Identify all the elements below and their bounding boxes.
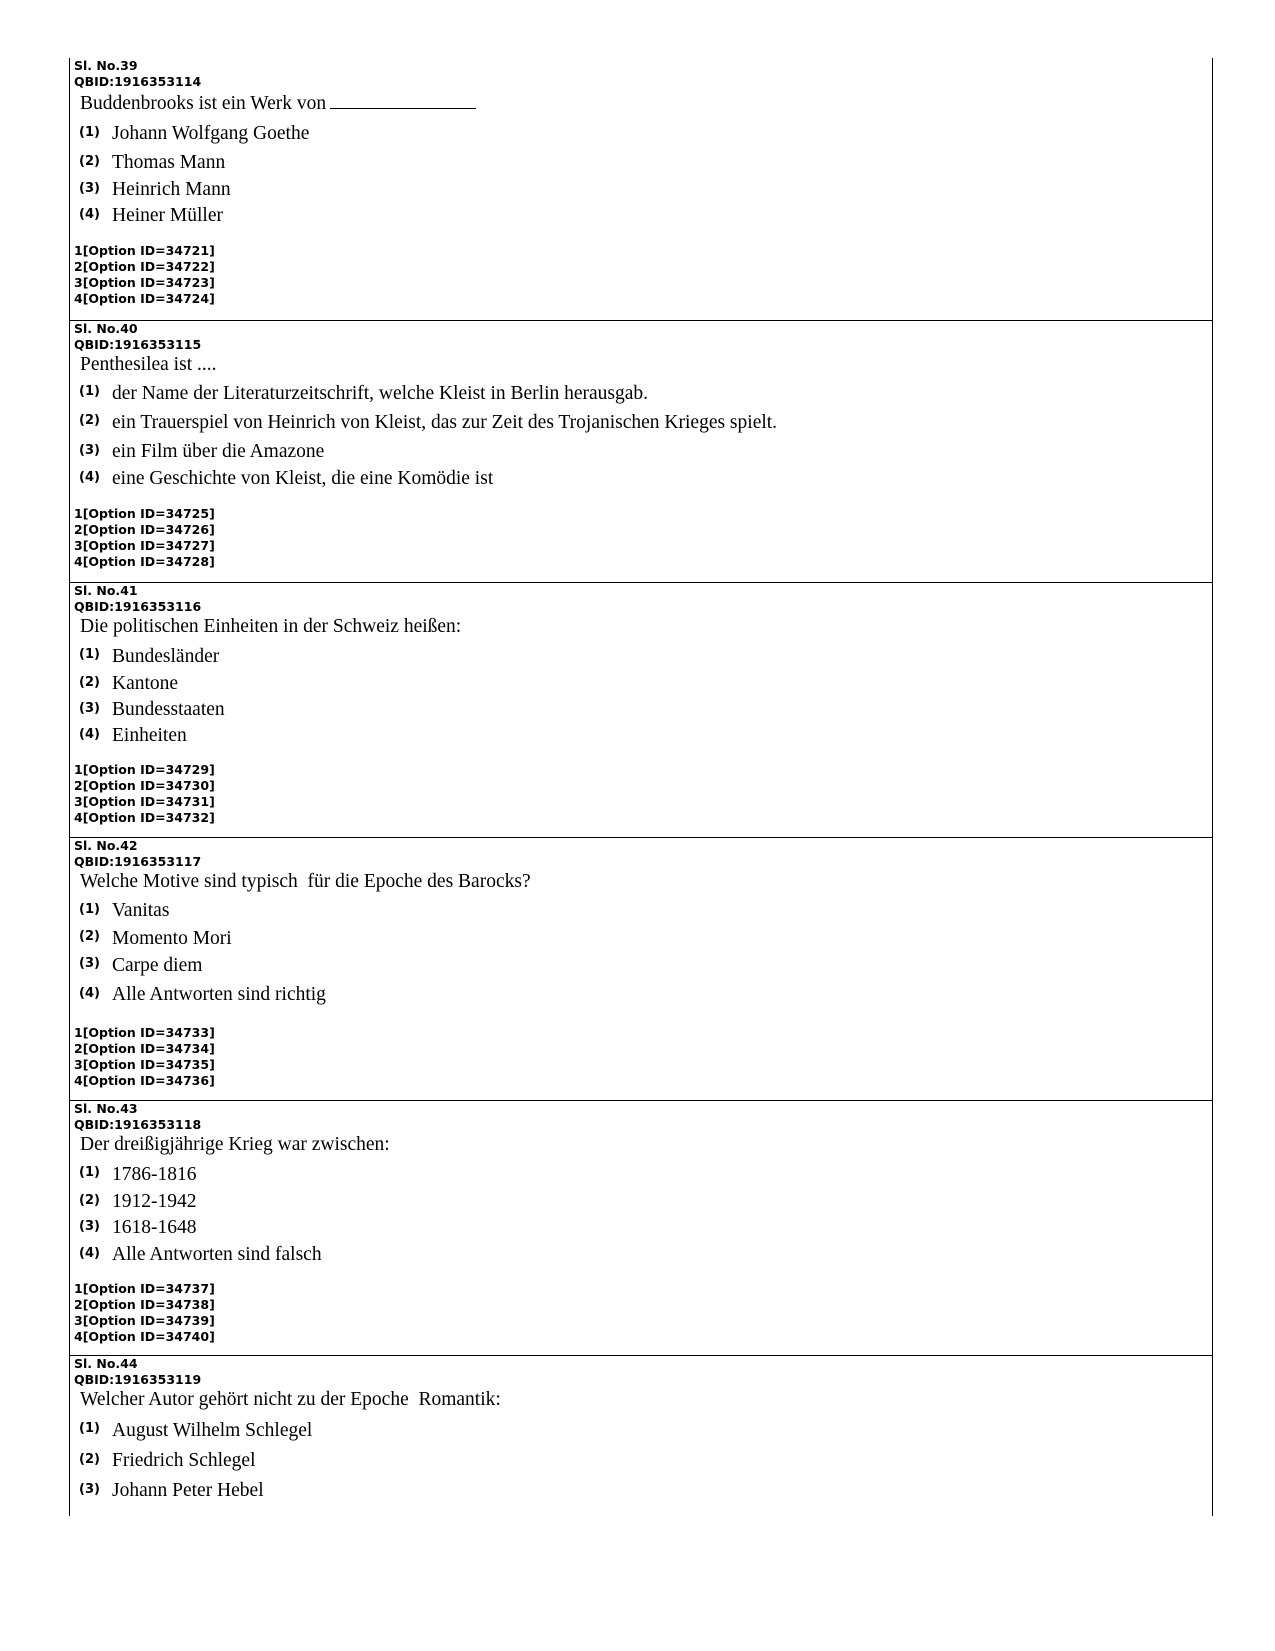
option-id: 1[Option ID=34721] bbox=[74, 243, 215, 258]
serial-number: Sl. No.40 bbox=[74, 321, 138, 336]
option-id: 3[Option ID=34727] bbox=[74, 538, 215, 553]
question-block bbox=[70, 1101, 1212, 1356]
option-id: 3[Option ID=34731] bbox=[74, 794, 215, 809]
option-item bbox=[70, 149, 1212, 177]
question-text: Welche Motive sind typisch für die Epoche des Barocks? bbox=[80, 871, 531, 892]
option-id: 1[Option ID=34725] bbox=[74, 506, 215, 521]
option-item bbox=[70, 203, 1212, 229]
option-id: 4[Option ID=34728] bbox=[74, 554, 215, 569]
option-number: (1) bbox=[79, 1165, 100, 1180]
option-number: (4) bbox=[79, 1245, 100, 1261]
option-number: (1) bbox=[79, 384, 100, 399]
option-number: (4) bbox=[79, 985, 100, 1001]
option-text: Momento Mori bbox=[112, 927, 232, 949]
question-id: QBID:1916353115 bbox=[74, 337, 202, 352]
question-id: QBID:1916353117 bbox=[74, 854, 202, 869]
option-number: (1) bbox=[79, 1421, 100, 1436]
option-id: 2[Option ID=34734] bbox=[74, 1041, 215, 1056]
option-text: 1618-1648 bbox=[112, 1217, 197, 1238]
option-text: eine Geschichte von Kleist, die eine Komödie ist bbox=[112, 468, 494, 489]
option-number: (2) bbox=[79, 929, 100, 944]
option-text: ein Film über die Amazone bbox=[112, 441, 325, 462]
question-text: Der dreißigjährige Krieg war zwischen: bbox=[80, 1134, 390, 1155]
option-text: Johann Wolfgang Goethe bbox=[112, 123, 310, 144]
option-id: 3[Option ID=34735] bbox=[74, 1057, 215, 1072]
option-id: 1[Option ID=34733] bbox=[74, 1025, 215, 1040]
option-text: Bundesstaaten bbox=[112, 699, 225, 720]
option-number: (4) bbox=[79, 469, 100, 485]
option-id: 4[Option ID=34724] bbox=[74, 291, 215, 306]
option-number: (1) bbox=[79, 124, 100, 140]
option-item bbox=[70, 177, 1212, 203]
option-id: 2[Option ID=34738] bbox=[74, 1297, 215, 1312]
option-id: 2[Option ID=34730] bbox=[74, 778, 215, 793]
option-text: der Name der Literaturzeitschrift, welche Kleist in Berlin herausgab. bbox=[112, 382, 649, 404]
option-number: (2) bbox=[79, 674, 100, 690]
question-id: QBID:1916353119 bbox=[74, 1372, 202, 1387]
option-number: (2) bbox=[79, 1451, 100, 1467]
option-id: 3[Option ID=34723] bbox=[74, 275, 215, 290]
option-id: 4[Option ID=34736] bbox=[74, 1073, 215, 1088]
question-block bbox=[70, 321, 1212, 583]
option-item bbox=[70, 1241, 1212, 1269]
option-text: August Wilhelm Schlegel bbox=[112, 1419, 313, 1441]
option-text: Einheiten bbox=[112, 725, 187, 746]
option-item bbox=[70, 723, 1212, 749]
option-item bbox=[70, 1476, 1212, 1506]
option-text: Vanitas bbox=[112, 900, 170, 921]
option-text: Bundesländer bbox=[112, 645, 220, 667]
option-text: Alle Antworten sind falsch bbox=[112, 1244, 322, 1265]
option-text: ein Trauerspiel von Heinrich von Kleist, das zur Zeit des Trojanischen Krieges spielt. bbox=[112, 411, 778, 433]
option-number: (2) bbox=[79, 1192, 100, 1208]
serial-number: Sl. No.41 bbox=[74, 583, 138, 598]
option-id: 2[Option ID=34722] bbox=[74, 259, 215, 274]
option-item bbox=[70, 1160, 1212, 1189]
question-text-content: Buddenbrooks ist ein Werk von bbox=[80, 93, 327, 114]
question-id: QBID:1916353118 bbox=[74, 1117, 202, 1132]
option-item bbox=[70, 952, 1212, 979]
option-item bbox=[70, 466, 1212, 492]
option-number: (3) bbox=[79, 1481, 100, 1497]
serial-number: Sl. No.43 bbox=[74, 1101, 138, 1116]
question-sheet bbox=[69, 58, 1213, 1516]
serial-number: Sl. No.39 bbox=[74, 58, 138, 73]
option-number: (3) bbox=[79, 180, 100, 196]
option-text: 1786-1816 bbox=[112, 1163, 197, 1185]
option-number: (4) bbox=[79, 206, 100, 222]
option-item bbox=[70, 671, 1212, 697]
option-item bbox=[70, 697, 1212, 723]
question-block bbox=[70, 838, 1212, 1101]
question-block bbox=[70, 58, 1212, 321]
option-id-list bbox=[70, 1281, 215, 1345]
option-number: (3) bbox=[79, 700, 100, 716]
serial-number: Sl. No.44 bbox=[74, 1356, 138, 1371]
option-text: Kantone bbox=[112, 673, 179, 694]
option-number: (4) bbox=[79, 726, 100, 742]
serial-number: Sl. No.42 bbox=[74, 838, 138, 853]
option-item bbox=[70, 1215, 1212, 1241]
option-item bbox=[70, 925, 1212, 952]
option-text: Johann Peter Hebel bbox=[112, 1480, 264, 1501]
option-text: 1912-1942 bbox=[112, 1191, 197, 1212]
question-text bbox=[70, 92, 1212, 119]
option-id: 4[Option ID=34732] bbox=[74, 810, 215, 825]
option-id-list bbox=[70, 762, 215, 826]
option-item bbox=[70, 979, 1212, 1011]
answer-blank bbox=[330, 92, 476, 109]
option-item bbox=[70, 1189, 1212, 1215]
option-text: Heinrich Mann bbox=[112, 179, 231, 200]
option-item bbox=[70, 380, 1212, 407]
option-id: 1[Option ID=34737] bbox=[74, 1281, 215, 1296]
option-text: Carpe diem bbox=[112, 954, 203, 976]
question-id: QBID:1916353114 bbox=[74, 74, 202, 89]
option-id: 2[Option ID=34726] bbox=[74, 522, 215, 537]
question-block bbox=[70, 1356, 1212, 1516]
option-number: (3) bbox=[79, 1218, 100, 1234]
option-number: (2) bbox=[79, 153, 100, 169]
question-text: Penthesilea ist .... bbox=[80, 354, 217, 375]
option-id: 1[Option ID=34729] bbox=[74, 762, 215, 777]
option-number: (3) bbox=[79, 956, 100, 971]
option-number: (1) bbox=[79, 901, 100, 917]
option-number: (3) bbox=[79, 442, 100, 458]
option-item bbox=[70, 642, 1212, 671]
option-item bbox=[70, 1415, 1212, 1446]
question-text: Welcher Autor gehört nicht zu der Epoche Romantik: bbox=[80, 1389, 501, 1410]
option-id-list bbox=[70, 243, 215, 307]
option-id: 4[Option ID=34740] bbox=[74, 1329, 215, 1344]
option-id-list bbox=[70, 506, 215, 570]
question-text: Die politischen Einheiten in der Schweiz heißen: bbox=[80, 616, 462, 637]
option-number: (2) bbox=[79, 413, 100, 428]
option-text: Heiner Müller bbox=[112, 205, 224, 226]
option-text: Alle Antworten sind richtig bbox=[112, 984, 326, 1005]
option-item bbox=[70, 897, 1212, 925]
option-item bbox=[70, 407, 1212, 438]
option-text: Thomas Mann bbox=[112, 152, 226, 173]
option-id-list bbox=[70, 1025, 215, 1089]
option-item bbox=[70, 119, 1212, 149]
option-number: (1) bbox=[79, 647, 100, 662]
option-item bbox=[70, 1446, 1212, 1476]
question-id: QBID:1916353116 bbox=[74, 599, 202, 614]
option-text: Friedrich Schlegel bbox=[112, 1450, 256, 1471]
option-id: 3[Option ID=34739] bbox=[74, 1313, 215, 1328]
question-block bbox=[70, 583, 1212, 838]
option-item bbox=[70, 438, 1212, 466]
